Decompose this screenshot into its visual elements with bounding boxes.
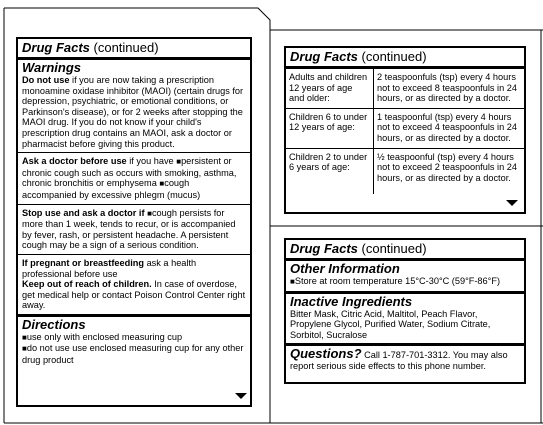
dosage-table	[286, 66, 524, 194]
directions-section	[18, 314, 250, 369]
inactive-ingredients-title: Inactive Ingredients	[290, 293, 413, 309]
questions-section: Questions? Call 1-787-701-3312. You may also report serious side effects to this phone number.	[286, 343, 524, 375]
table-row: Children 2 to under 6 years of age: ½ teaspoonful (tsp) every 4 hours not to exceed 2 teaspoonfuls in 24 hours, or as directed by a doctor.	[286, 148, 524, 194]
stop-use-section: Stop use and ask a doctor if ■cough persists for more than 1 week, tends to recur, or is accompanied by fever, rash, or persistent headache. A persistent cough may be a sign of a serious condition.	[18, 204, 250, 254]
list-item: ■Store at room temperature 15°C-30°C (59°F-86°F)	[290, 276, 501, 286]
drug-facts-dosage-panel	[284, 46, 526, 214]
warnings-title: Warnings	[22, 60, 81, 75]
bullet-icon: ■	[22, 344, 27, 354]
continue-arrow-icon	[235, 393, 247, 399]
drug-facts-left-panel	[16, 37, 252, 407]
inactive-ingredients-section	[286, 291, 524, 344]
panel-header: Drug Facts (continued)	[22, 40, 159, 55]
bullet-icon: ■	[176, 157, 182, 167]
bullet-icon: ■	[159, 179, 165, 189]
other-information-section	[286, 258, 524, 291]
panel-header: Drug Facts (continued)	[290, 49, 427, 64]
bullet-icon: ■	[147, 208, 152, 218]
table-row: Children 6 to under 12 years of age: 1 teaspoonful (tsp) every 4 hours not to exceed 4 teaspoonfuls in 24 hours, or as directed by a doctor.	[286, 108, 524, 148]
pregnancy-section: If pregnant or breastfeeding ask a health professional before use Keep out of reach of children. In case of overdose, get medical help or contact Poison Control Center right away.	[18, 254, 250, 314]
list-item: ■use only with enclosed measuring cup	[22, 331, 183, 342]
bullet-icon: ■	[22, 332, 27, 342]
directions-title: Directions	[22, 316, 86, 332]
do-not-use-text: Do not use if you are now taking a prescription monoamine oxidase inhibitor (MAOI) (certain drugs for depression, psychiatric, or emotional conditions, or Parkinson's disease), or for 2 weeks after stopping the MAOI drug. If you do not know if your child's prescription drug contains an MAOI, ask a doctor or pharmacist before giving this product.	[22, 75, 244, 149]
list-item: ■do not use use enclosed measuring cup for any other drug product	[22, 343, 244, 366]
warnings-section	[18, 57, 250, 152]
bullet-icon: ■	[290, 277, 295, 286]
continue-arrow-icon	[506, 200, 518, 206]
other-information-title: Other Information	[290, 261, 400, 276]
questions-label: Questions?	[290, 346, 362, 362]
panel-header: Drug Facts (continued)	[290, 241, 427, 256]
ask-doctor-section: Ask a doctor before use if you have ■persistent or chronic cough such as occurs with smoking, asthma, chronic bronchitis or emphysema ■cough accompanied by excessive phlegm (mucus)	[18, 152, 250, 203]
table-row: Adults and children 12 years of age and older: 2 teaspoonfuls (tsp) every 4 hours not to exceed 8 teaspoonfuls in 24 hours, or as directed by a doctor.	[286, 69, 524, 108]
inactive-ingredients-text: Bitter Mask, Citric Acid, Maltitol, Peach Flavor, Propylene Glycol, Purified Water, Sodium Citrate, Sorbitol, Sucralose	[290, 308, 491, 340]
drug-facts-info-panel	[284, 238, 526, 384]
